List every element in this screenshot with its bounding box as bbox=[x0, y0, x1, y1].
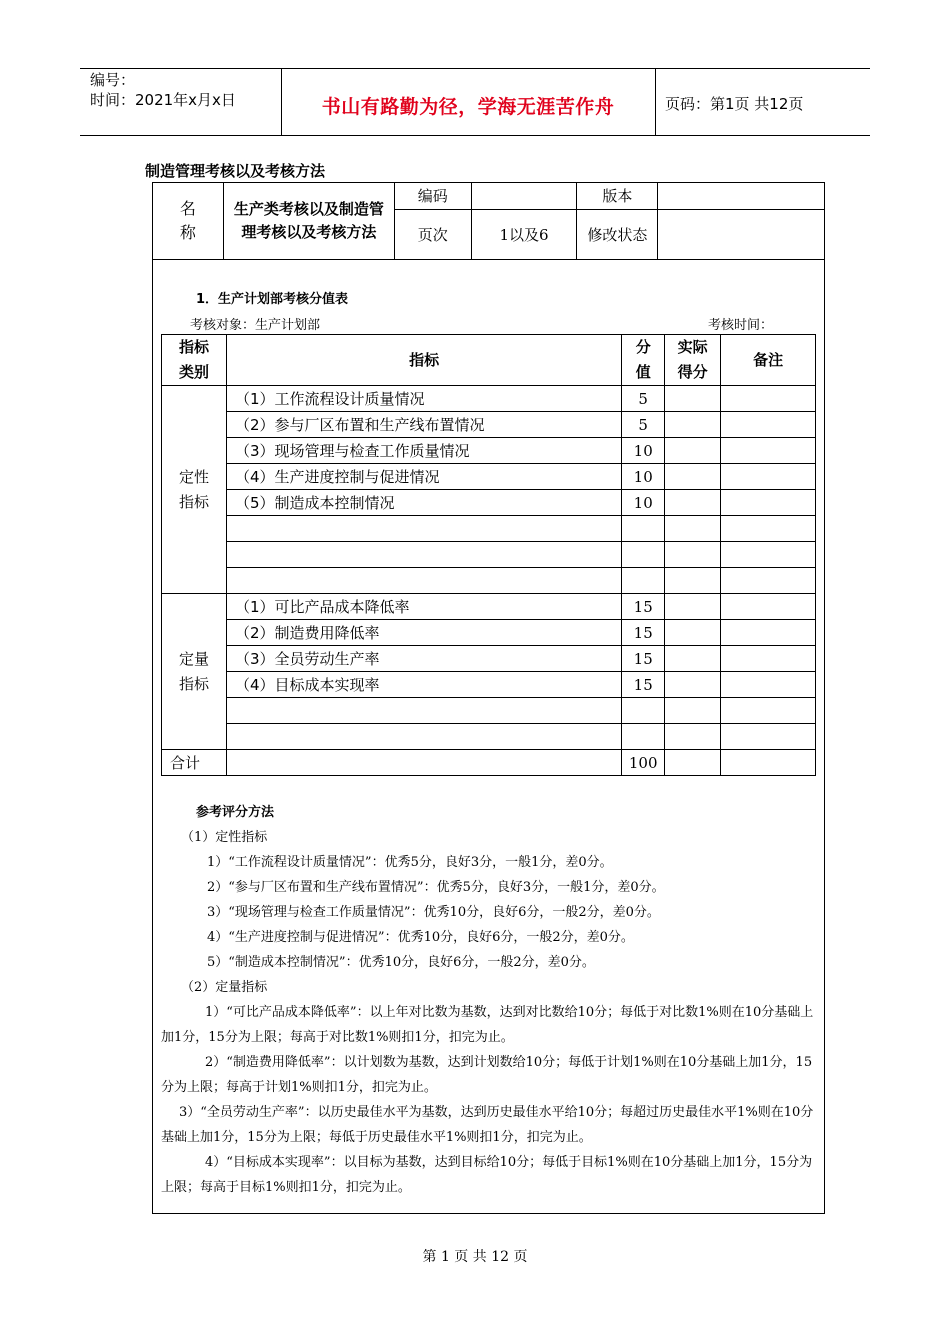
empty-cell bbox=[721, 698, 816, 724]
page-footer: 第 1 页 共 12 页 bbox=[422, 1249, 528, 1265]
method-qual-item: 5）“制造成本控制情况”：优秀10分，良好6分，一般2分，差0分。 bbox=[207, 955, 595, 970]
empty-cell bbox=[226, 542, 621, 568]
score-table bbox=[161, 334, 816, 776]
method-quant-title: （2）定量指标 bbox=[181, 980, 268, 995]
method-quant-item: 4）“目标成本实现率”：以目标为基数，达到目标给10分；每低于目标1%则在10分基础上加1分，15分为上限；每高于目标1%则扣1分，扣完为止。 bbox=[161, 1155, 813, 1195]
header-top-rule bbox=[80, 68, 870, 69]
indicator-name: （2）参与厂区布置和生产线布置情况 bbox=[226, 412, 621, 438]
indicator-name: （1）可比产品成本降低率 bbox=[226, 594, 621, 620]
header-divider bbox=[655, 68, 656, 135]
total-empty-cell bbox=[226, 750, 621, 776]
indicator-points: 10 bbox=[622, 464, 665, 490]
indicator-points: 5 bbox=[622, 386, 665, 412]
remarks-cell bbox=[721, 464, 816, 490]
empty-cell bbox=[622, 542, 665, 568]
empty-cell bbox=[665, 542, 721, 568]
method-qual-item: 3）“现场管理与检查工作质量情况”：优秀10分，良好6分，一般2分，差0分。 bbox=[207, 905, 660, 920]
empty-cell bbox=[665, 516, 721, 542]
method-qual-item: 4）“生产进度控制与促进情况”：优秀10分，良好6分，一般2分，差0分。 bbox=[207, 930, 634, 945]
meta-code-label: 编码 bbox=[394, 183, 471, 210]
indicator-points: 10 bbox=[622, 438, 665, 464]
indicator-name: （5）制造成本控制情况 bbox=[226, 490, 621, 516]
indicator-points: 15 bbox=[622, 594, 665, 620]
header-motto: 书山有路勤为径，学海无涯苦作舟 bbox=[321, 96, 615, 118]
empty-cell bbox=[226, 568, 621, 594]
meta-code-value bbox=[471, 183, 577, 210]
actual-score-cell bbox=[665, 750, 721, 776]
indicator-name: （1）工作流程设计质量情况 bbox=[226, 386, 621, 412]
meta-status-label: 修改状态 bbox=[577, 210, 658, 260]
empty-cell bbox=[721, 568, 816, 594]
indicator-points: 15 bbox=[622, 672, 665, 698]
indicator-points: 15 bbox=[622, 620, 665, 646]
empty-cell bbox=[665, 698, 721, 724]
actual-score-cell bbox=[665, 438, 721, 464]
empty-cell bbox=[226, 724, 621, 750]
actual-score-cell bbox=[665, 646, 721, 672]
empty-cell bbox=[665, 568, 721, 594]
empty-cell bbox=[721, 724, 816, 750]
indicator-name: （4）目标成本实现率 bbox=[226, 672, 621, 698]
meta-pages-label: 页次 bbox=[394, 210, 471, 260]
meta-version-label: 版本 bbox=[577, 183, 658, 210]
actual-score-cell bbox=[665, 620, 721, 646]
actual-score-cell bbox=[665, 490, 721, 516]
method-quant-item: 3）“全员劳动生产率”：以历史最佳水平为基数，达到历史最佳水平给10分；每超过历史最佳水平1%则在10分基础上加1分，15分为上限；每低于历史最佳水平1%则扣1分，扣完为止。 bbox=[161, 1105, 814, 1145]
actual-score-cell bbox=[665, 386, 721, 412]
category-quantitative: 定量指标 bbox=[162, 594, 227, 750]
method-qual-title: （1）定性指标 bbox=[181, 830, 268, 845]
remarks-cell bbox=[721, 646, 816, 672]
header-bottom-rule bbox=[80, 135, 870, 136]
actual-score-cell bbox=[665, 672, 721, 698]
method-qual-item: 1）“工作流程设计质量情况”：优秀5分，良好3分，一般1分，差0分。 bbox=[207, 855, 613, 870]
section-title: 1．生产计划部考核分值表 bbox=[196, 292, 349, 307]
indicator-name: （3）全员劳动生产率 bbox=[226, 646, 621, 672]
header-actual-score: 实际得分 bbox=[665, 335, 721, 386]
method-quant-item: 1）“可比产品成本降低率”：以上年对比数为基数，达到对比数给10分；每低于对比数1%则在10分基础上加1分，15分为上限；每高于对比数1%则扣1分，扣完为止。 bbox=[161, 1005, 814, 1045]
total-points: 100 bbox=[622, 750, 665, 776]
header-page-info: 页码：第1页 共12页 bbox=[665, 95, 804, 113]
actual-score-cell bbox=[665, 594, 721, 620]
actual-score-cell bbox=[665, 464, 721, 490]
empty-cell bbox=[622, 568, 665, 594]
remarks-cell bbox=[721, 620, 816, 646]
assessment-time: 考核时间： bbox=[708, 318, 774, 333]
remarks-cell bbox=[721, 490, 816, 516]
remarks-cell bbox=[721, 750, 816, 776]
meta-table bbox=[152, 182, 825, 260]
remarks-cell bbox=[721, 412, 816, 438]
meta-status-value bbox=[658, 210, 825, 260]
assessment-target: 考核对象：生产计划部 bbox=[190, 318, 321, 333]
empty-cell bbox=[721, 542, 816, 568]
indicator-points: 5 bbox=[622, 412, 665, 438]
empty-cell bbox=[622, 724, 665, 750]
category-qualitative: 定性指标 bbox=[162, 386, 227, 594]
method-title: 参考评分方法 bbox=[196, 805, 275, 820]
indicator-name: （4）生产进度控制与促进情况 bbox=[226, 464, 621, 490]
scoring-method bbox=[161, 800, 817, 1200]
header-indicator: 指标 bbox=[226, 335, 621, 386]
remarks-cell bbox=[721, 438, 816, 464]
empty-cell bbox=[665, 724, 721, 750]
indicator-points: 15 bbox=[622, 646, 665, 672]
header-time-label: 时间：2021年x月x日 bbox=[90, 91, 236, 109]
document-title: 制造管理考核以及考核方法 bbox=[145, 162, 326, 180]
method-qual-item: 2）“参与厂区布置和生产线布置情况”：优秀5分，良好3分，一般1分，差0分。 bbox=[207, 880, 665, 895]
meta-name-value: 生产类考核以及制造管理考核以及考核方法 bbox=[223, 183, 394, 260]
meta-name-label: 名称 bbox=[153, 183, 224, 260]
header-category: 指标类别 bbox=[162, 335, 227, 386]
actual-score-cell bbox=[665, 412, 721, 438]
header-points: 分值 bbox=[622, 335, 665, 386]
indicator-name: （3）现场管理与检查工作质量情况 bbox=[226, 438, 621, 464]
empty-cell bbox=[721, 516, 816, 542]
indicator-name: （2）制造费用降低率 bbox=[226, 620, 621, 646]
empty-cell bbox=[226, 698, 621, 724]
header-number-label: 编号： bbox=[90, 71, 136, 89]
meta-version-value bbox=[658, 183, 825, 210]
remarks-cell bbox=[721, 594, 816, 620]
empty-cell bbox=[622, 698, 665, 724]
remarks-cell bbox=[721, 672, 816, 698]
indicator-points: 10 bbox=[622, 490, 665, 516]
empty-cell bbox=[226, 516, 621, 542]
header-remarks: 备注 bbox=[721, 335, 816, 386]
total-label: 合计 bbox=[162, 750, 227, 776]
meta-pages-value: 1以及6 bbox=[471, 210, 577, 260]
remarks-cell bbox=[721, 386, 816, 412]
method-quant-item: 2）“制造费用降低率”：以计划数为基数，达到计划数给10分；每低于计划1%则在10分基础上加1分，15分为上限；每高于计划1%则扣1分，扣完为止。 bbox=[161, 1055, 813, 1095]
empty-cell bbox=[622, 516, 665, 542]
